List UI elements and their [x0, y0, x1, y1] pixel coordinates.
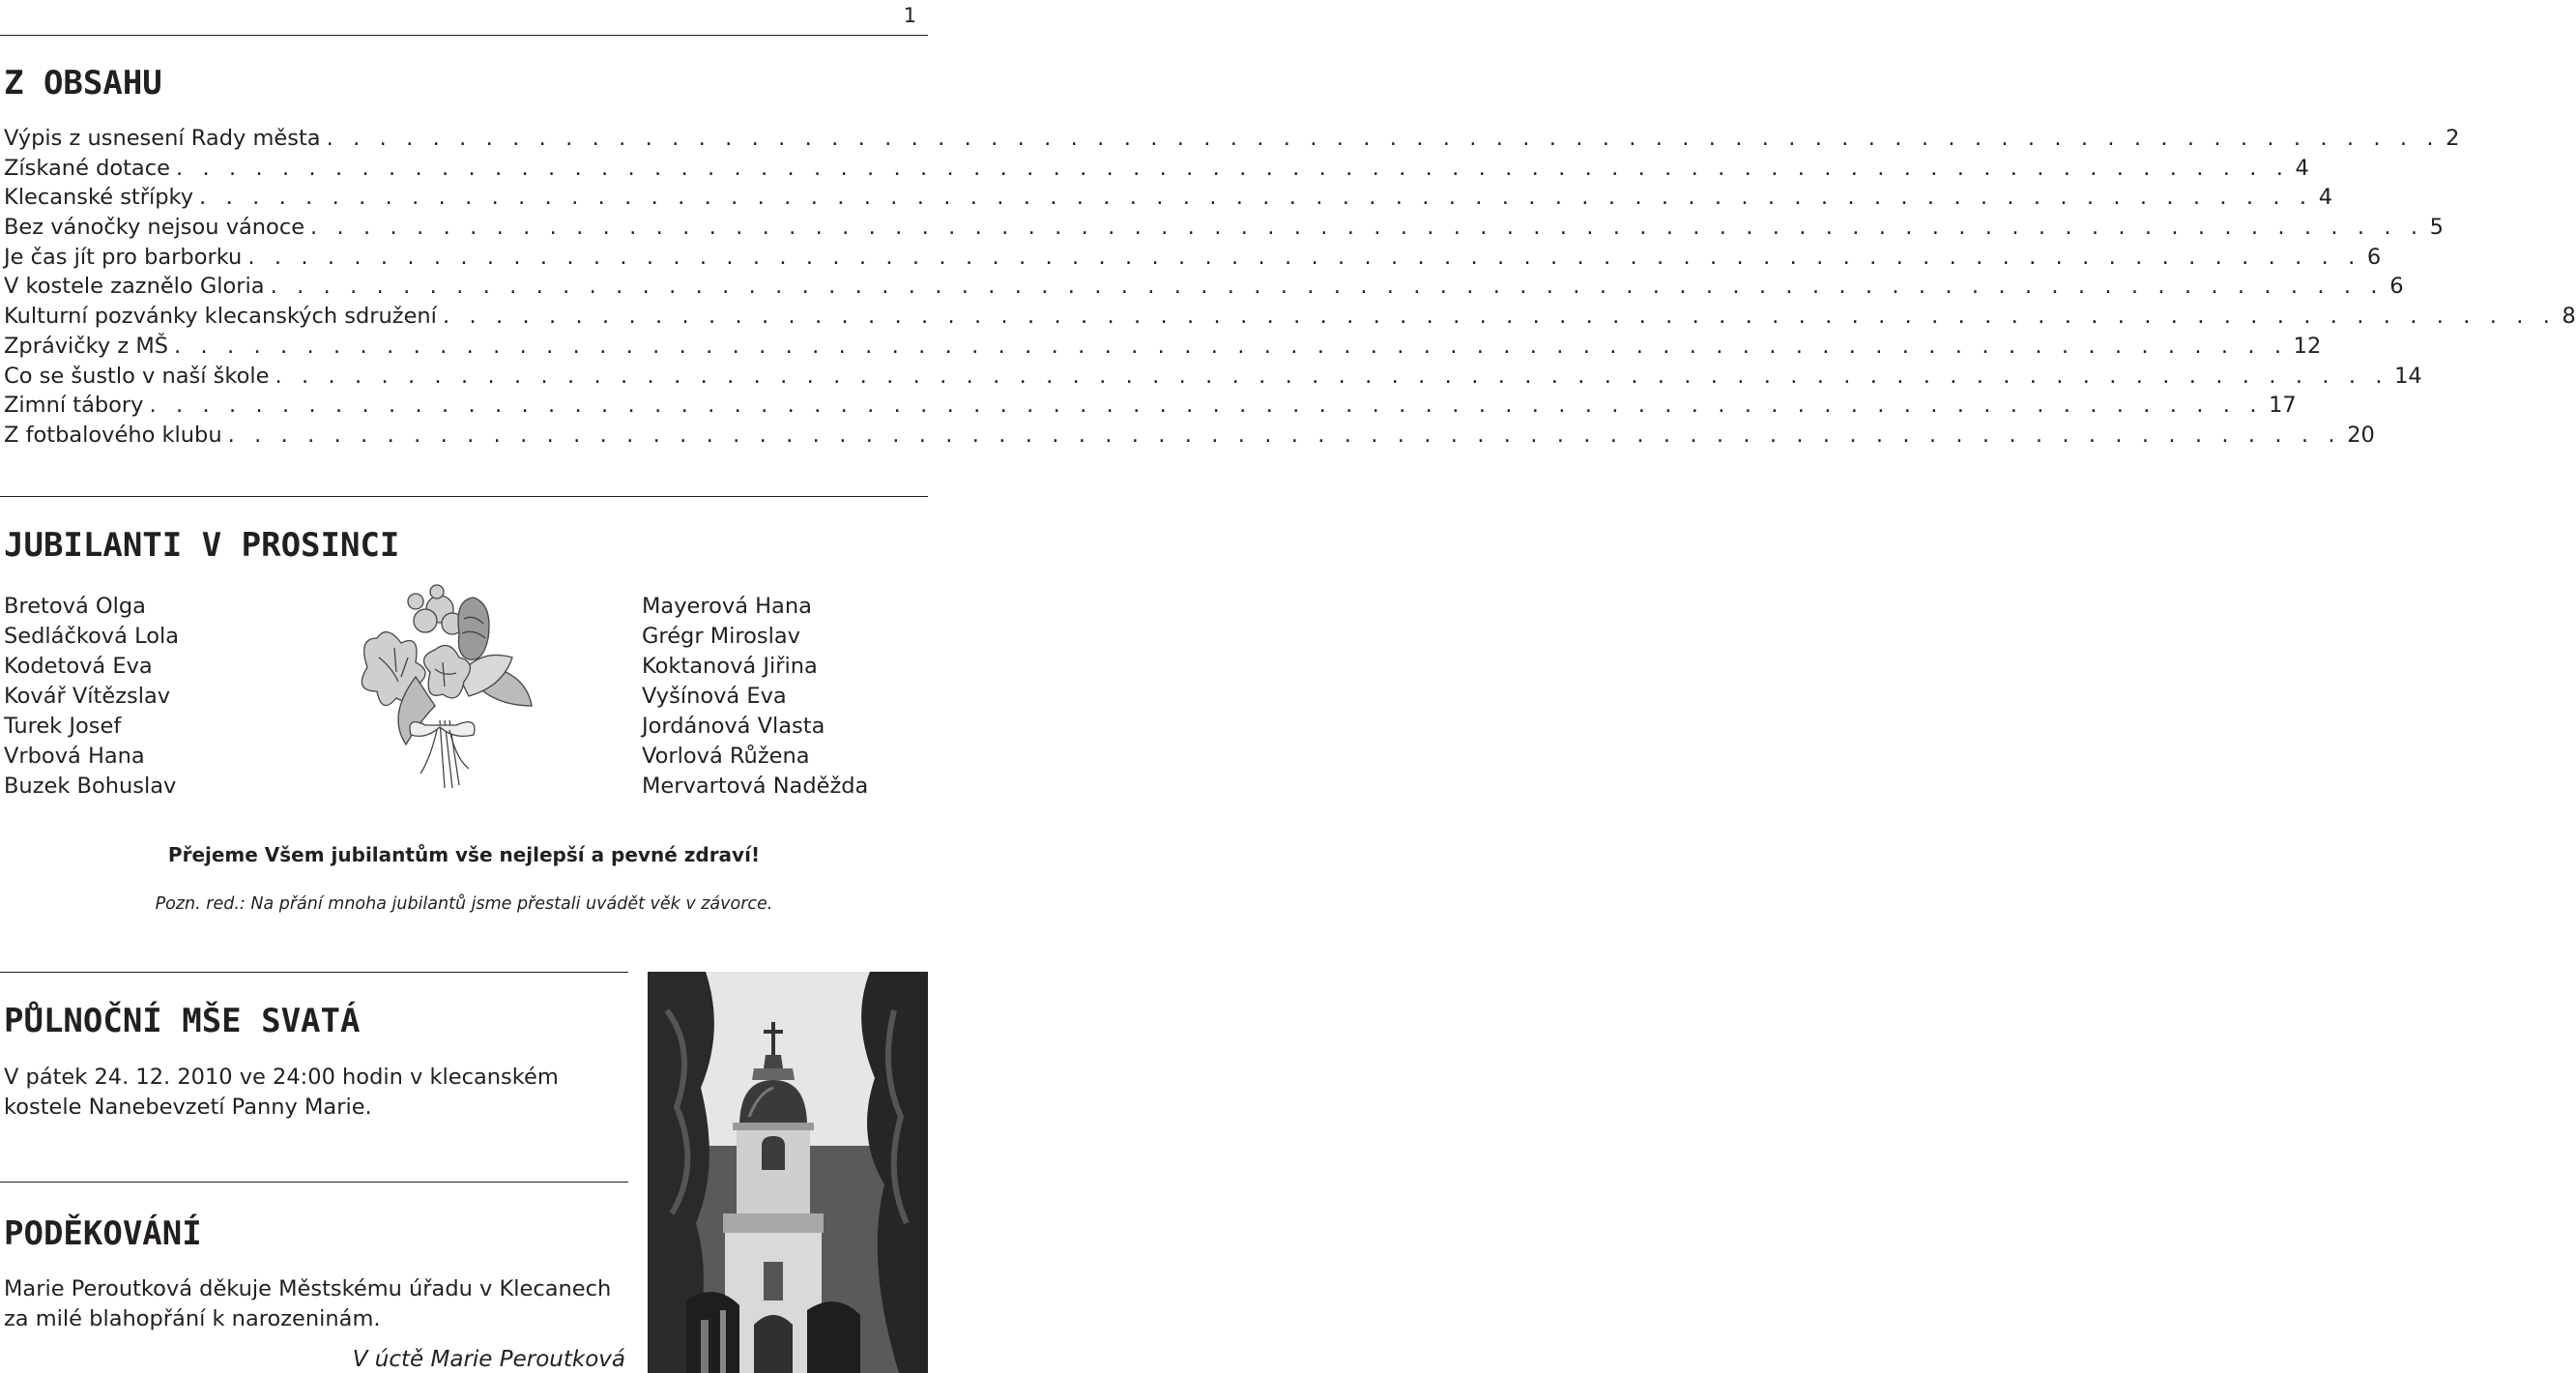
toc-entry-title: Získané dotace [4, 155, 170, 181]
toc-entry-title: Bez vánočky nejsou vánoce [4, 215, 305, 241]
mass-heading: PŮLNOČNÍ MŠE SVATÁ [4, 1002, 361, 1040]
jubilant-name: Mayerová Hana [642, 594, 812, 619]
toc-entry-title: Klecanské střípky [4, 185, 194, 211]
top-rule [0, 35, 928, 36]
section-rule-2 [0, 972, 628, 973]
toc-entry [4, 183, 2333, 213]
jubilant-name: Koktanová Jiřina [642, 654, 818, 679]
jubilants-left-column [4, 592, 179, 802]
toc-entry-title: Je čas jít pro barborku [4, 244, 243, 270]
toc-dot-leader: . . . . . . . . . . . . . . . . . . . . . . . . . . . . . . . . . . . . . . . . . . . . . . . . . . . . . . . . . . . . . . . . . . . . . . . . . . . . . . . . [149, 393, 2264, 419]
toc-entry-page: 2 [2446, 126, 2460, 151]
jubilant-name: Buzek Bohuslav [4, 774, 177, 799]
page-number: 1 [903, 4, 916, 27]
toc-entry-title: Co se šustlo v naší škole [4, 363, 270, 389]
toc-entry-page: 14 [2394, 363, 2422, 389]
toc-dot-leader: . . . . . . . . . . . . . . . . . . . . . . . . . . . . . . . . . . . . . . . . . . . . . . . . . . . . . . . . . . . . . . . . . . . . . . . . . . . . . . . . [247, 244, 2361, 270]
section-rule [0, 496, 928, 497]
toc-entry-page: 6 [2366, 244, 2382, 270]
thanks-line: za milé blahopřání k narozeninám. [4, 1306, 381, 1331]
toc-entry [4, 124, 2460, 154]
toc-entry-title: Kulturní pozvánky klecanských sdružení [4, 304, 437, 330]
toc-entry [4, 272, 2404, 302]
toc-entry [4, 154, 2309, 184]
toc-dot-leader: . . . . . . . . . . . . . . . . . . . . . . . . . . . . . . . . . . . . . . . . . . . . . . . . . . . . . . . . . . . . . . . . . . . . . . . . . . . . . . . . [442, 304, 2557, 330]
toc-entry-page: 6 [2389, 274, 2404, 300]
signature: V úctě Marie Peroutková [352, 1347, 625, 1372]
jubilant-name: Vyšínová Eva [642, 684, 787, 709]
jubilants-right-column [642, 592, 868, 802]
table-of-contents [4, 124, 2576, 451]
toc-entry-page: 4 [2318, 185, 2333, 211]
toc-dot-leader: . . . . . . . . . . . . . . . . . . . . . . . . . . . . . . . . . . . . . . . . . . . . . . . . . . . . . . . . . . . . . . . . . . . . . . . . . . . . . . . . [175, 155, 2290, 181]
mass-text [4, 1063, 559, 1123]
toc-dot-leader: . . . . . . . . . . . . . . . . . . . . . . . . . . . . . . . . . . . . . . . . . . . . . . . . . . . . . . . . . . . . . . . . . . . . . . . . . . . . . . . . [174, 333, 2288, 359]
toc-entry-title: Zimní tábory [4, 393, 144, 419]
jubilant-name: Vrbová Hana [4, 744, 145, 769]
toc-entry-page: 20 [2347, 422, 2375, 448]
thanks-heading: PODĚKOVÁNÍ [4, 1214, 202, 1253]
jubilant-name: Kodetová Eva [4, 654, 153, 679]
jubilant-name: Bretová Olga [4, 594, 146, 619]
toc-entry-title: Zprávičky z MŠ [4, 333, 169, 359]
jubilant-name: Turek Josef [4, 714, 122, 739]
toc-entry [4, 302, 2576, 332]
toc-entry [4, 213, 2444, 243]
editor-note: Pozn. red.: Na přání mnoha jubilantů jsme přestali uvádět věk v závorce. [155, 894, 773, 914]
thanks-text [4, 1274, 611, 1334]
mass-line: V pátek 24. 12. 2010 ve 24:00 hodin v klecanském [4, 1065, 559, 1090]
toc-dot-leader: . . . . . . . . . . . . . . . . . . . . . . . . . . . . . . . . . . . . . . . . . . . . . . . . . . . . . . . . . . . . . . . . . . . . . . . . . . . . . . . . [275, 363, 2389, 389]
toc-entry-page: 8 [2562, 304, 2576, 330]
flower-bouquet-illustration [348, 580, 541, 793]
toc-entry [4, 243, 2382, 273]
toc-heading: Z OBSAHU [4, 64, 162, 102]
toc-entry-page: 17 [2269, 393, 2297, 419]
toc-dot-leader: . . . . . . . . . . . . . . . . . . . . . . . . . . . . . . . . . . . . . . . . . . . . . . . . . . . . . . . . . . . . . . . . . . . . . . . . . . . . . . . . [227, 422, 2342, 448]
toc-dot-leader: . . . . . . . . . . . . . . . . . . . . . . . . . . . . . . . . . . . . . . . . . . . . . . . . . . . . . . . . . . . . . . . . . . . . . . . . . . . . . . . . [270, 274, 2385, 300]
church-photo [648, 972, 928, 1373]
jubilant-name: Kovář Vítězslav [4, 684, 171, 709]
jubilants-wish: Přejeme Všem jubilantům vše nejlepší a pevné zdraví! [167, 843, 761, 866]
toc-dot-leader: . . . . . . . . . . . . . . . . . . . . . . . . . . . . . . . . . . . . . . . . . . . . . . . . . . . . . . . . . . . . . . . . . . . . . . . . . . . . . . . . [326, 126, 2441, 151]
mass-line: kostele Nanebevzetí Panny Marie. [4, 1095, 372, 1120]
toc-entry [4, 362, 2422, 392]
section-rule-3 [0, 1182, 628, 1183]
jubilant-name: Vorlová Růžena [642, 744, 810, 769]
toc-entry-title: Výpis z usnesení Rady města [4, 126, 321, 151]
jubilants-heading: JUBILANTI V PROSINCI [4, 526, 400, 565]
toc-entry [4, 421, 2375, 451]
toc-dot-leader: . . . . . . . . . . . . . . . . . . . . . . . . . . . . . . . . . . . . . . . . . . . . . . . . . . . . . . . . . . . . . . . . . . . . . . . . . . . . . . . . [310, 215, 2424, 241]
toc-dot-leader: . . . . . . . . . . . . . . . . . . . . . . . . . . . . . . . . . . . . . . . . . . . . . . . . . . . . . . . . . . . . . . . . . . . . . . . . . . . . . . . . [199, 185, 2313, 211]
toc-entry-page: 4 [2295, 155, 2309, 181]
toc-entry [4, 332, 2322, 362]
jubilant-name: Mervartová Naděžda [642, 774, 869, 799]
toc-entry [4, 391, 2297, 421]
toc-entry-title: V kostele zaznělo Gloria [4, 274, 265, 300]
jubilant-name: Grégr Miroslav [642, 624, 800, 649]
jubilant-name: Jordánová Vlasta [642, 714, 825, 739]
toc-entry-title: Z fotbalového klubu [4, 422, 222, 448]
thanks-line: Marie Peroutková děkuje Městskému úřadu v Klecanech [4, 1276, 612, 1301]
jubilant-name: Sedláčková Lola [4, 624, 180, 649]
toc-entry-page: 5 [2429, 215, 2444, 241]
toc-entry-page: 12 [2293, 333, 2322, 359]
